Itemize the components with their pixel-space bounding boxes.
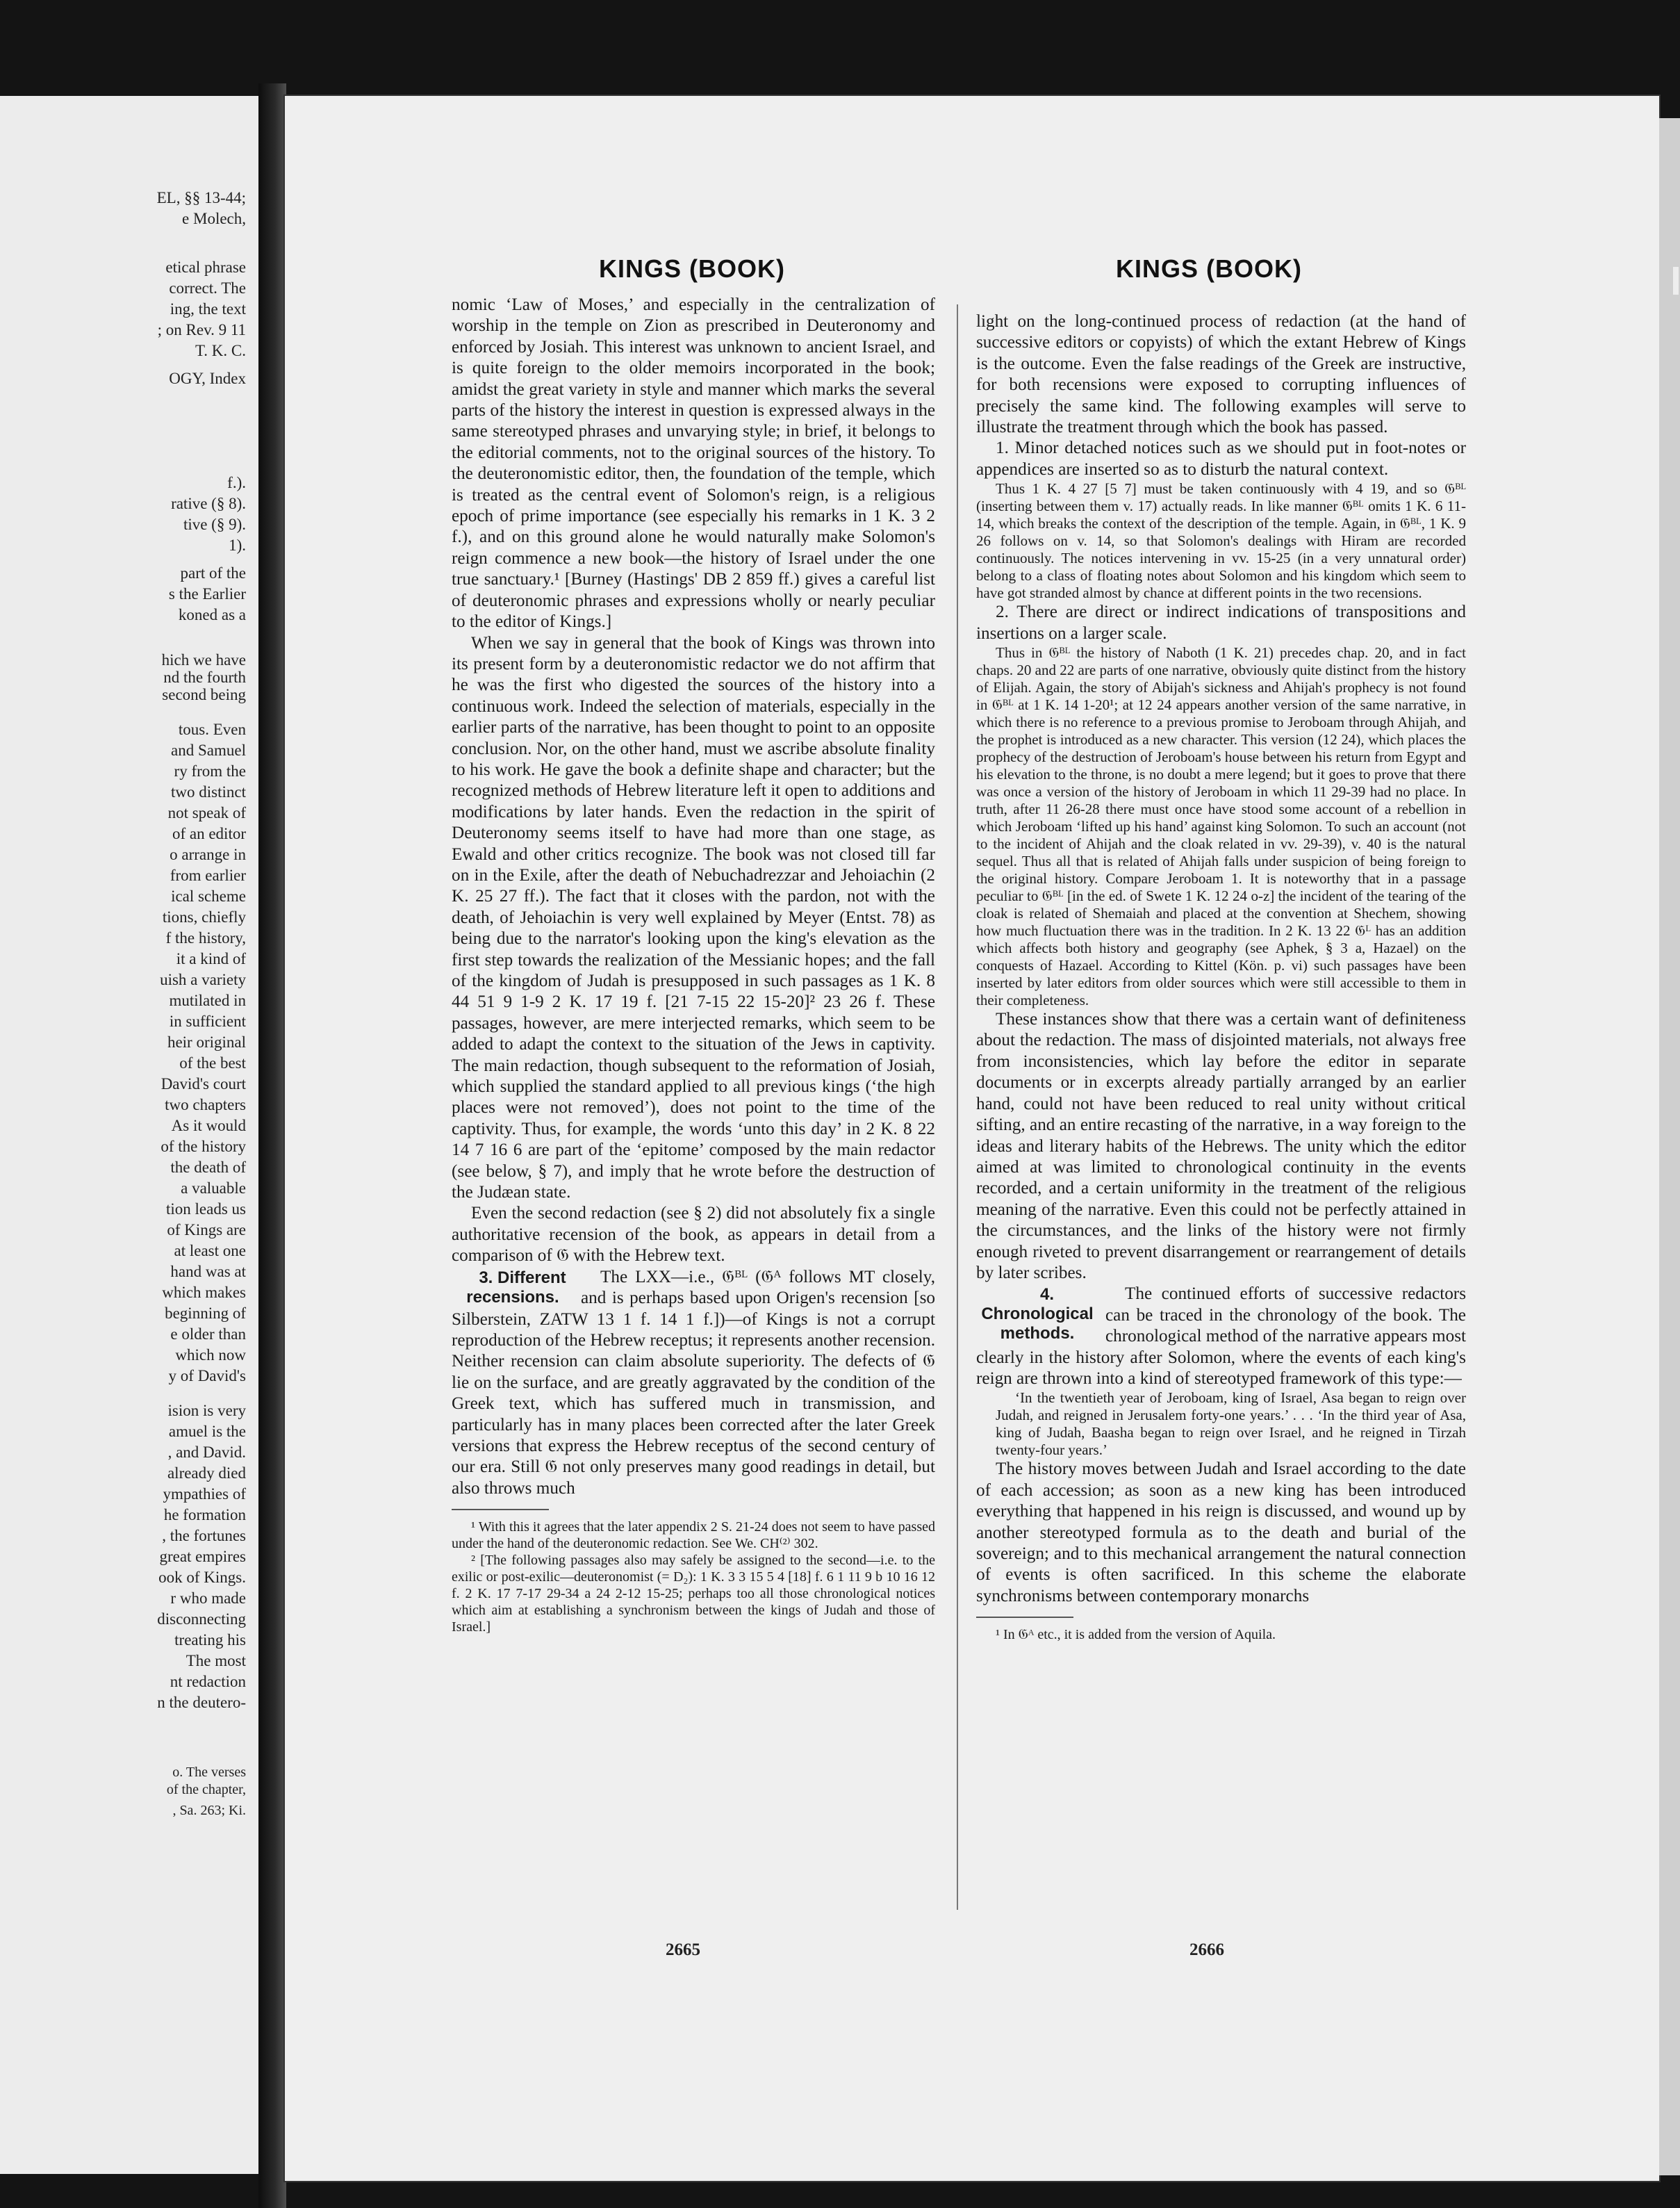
left-page-text-fragment: beginning of (165, 1305, 246, 1322)
left-page-text-fragment: not speak of (167, 804, 246, 821)
page-edge (1659, 118, 1680, 2175)
left-page-text-fragment: ision is very (167, 1402, 246, 1419)
quotation: ‘In the twentieth year of Jeroboam, king of Israel, Asa began to reign over Judah, and reigned in Jerusalem forty-one years.’ . . . ‘In the third year of Asa, king of Judah, Baasha began to reign over Israel, and he reigned in Tirzah twenty-four years.’ (996, 1389, 1466, 1459)
left-page-text-fragment: , Sa. 263; Ki. (172, 1803, 246, 1818)
left-page-text-fragment: hand was at (170, 1263, 246, 1280)
section-heading: 3. Different recensions. (466, 1268, 566, 1307)
left-page-text-fragment: rative (§ 8). (171, 495, 246, 512)
left-page-text-fragment: nd the fourth (163, 669, 246, 686)
left-page-text-fragment: which makes (162, 1284, 246, 1301)
paragraph: These instances show that there was a certain want of definiteness about the redaction. The mass of disjointed materials, not always free from inconsistencies, which lay before the editor in separate documents or in excerpts already partially arranged by an earlier hand, could not have been reduced to real unity without critical sifting, and an entire recasting of the narrative, in a way foreign to the ideas and literary habits of the Hebrews. The unity which the editor aimed at was limited to chronological continuity in the events recorded, and a certain uniformity in the treatment of the religious meaning of the narrative. Even this could not be perfectly attained in the circumstances, and the links of the history were not firmly enough riveted to prevent disarrangement or rearrangement of details by later scribes. (976, 1010, 1466, 1282)
left-page-text-fragment: part of the (180, 564, 246, 582)
left-page-text-fragment: of the chapter, (166, 1782, 246, 1797)
left-page-text-fragment: it a kind of (176, 950, 246, 967)
left-page-text-fragment: and Samuel (171, 742, 246, 759)
left-page-text-fragment: e older than (170, 1325, 246, 1343)
column-right (976, 311, 1466, 1643)
left-page-text-fragment: treating his (174, 1631, 246, 1649)
left-page-text-fragment: f.). (227, 474, 246, 491)
left-page-text-fragment: at least one (174, 1242, 246, 1259)
paragraph: Even the second redaction (see § 2) did not absolutely fix a single authoritative recension of the book, as appears in detail from a comparison of 𝔊 with the Hebrew text. (452, 1204, 935, 1266)
left-page-text-fragment: ical scheme (171, 888, 246, 905)
page-number-right: 2666 (1189, 1940, 1224, 1959)
left-page-text-fragment: great empires (159, 1548, 246, 1565)
left-page-text-fragment: of an editor (172, 825, 246, 842)
left-page-fragment (0, 96, 258, 2174)
left-page-text-fragment: of the history (160, 1138, 246, 1155)
left-page-text-fragment: second being (162, 686, 246, 703)
left-page-text-fragment: in sufficient (169, 1013, 246, 1030)
left-page-text-fragment: a valuable (181, 1179, 246, 1197)
left-page-text-fragment: ; on Rev. 9 11 (157, 321, 246, 338)
left-page-text-fragment: tion leads us (166, 1200, 246, 1218)
left-page-text-fragment: ing, the text (170, 300, 246, 318)
left-page-text-fragment: heir original (167, 1033, 246, 1051)
left-page-text-fragment: ook of Kings. (158, 1569, 246, 1586)
paragraph: The history moves between Judah and Israel according to the date of each accession; as soon as a new king has been introduced everything that happened in his reign is discussed, and wound up by another stereotyped formula as to the death and burial of the sovereign; and to this mechanical arrangement the natural connection of events is often sacrificed. In this scheme the elaborate synchronisms between contemporary monarchs (976, 1459, 1466, 1605)
left-page-text-fragment: mutilated in (169, 992, 246, 1009)
left-page-text-fragment: he formation (163, 1506, 246, 1523)
left-page-text-fragment: , and David. (167, 1444, 246, 1461)
left-page-text-fragment: s the Earlier (168, 585, 246, 603)
left-page-text-fragment: EL, §§ 13-44; (156, 189, 246, 206)
left-page-text-fragment: etical phrase (165, 259, 246, 276)
left-page-text-fragment: tions, chiefly (162, 908, 246, 926)
left-page-text-fragment: koned as a (178, 606, 246, 623)
footnote: ² [The following passages also may safely be assigned to the second—i.e. to the exilic or post-exilic—deuteronomist (= D₂): 1 K. 3 3 15 5 4 [18] f. 6 1 11 9 b 10 16 12 f. 2 K. 17 7-17 29-34 a 24 2-12 15-25; perhaps too all those chronological notices which aim at establishing a synchronism between the kings of Judah and those of Israel.] (452, 1553, 935, 1635)
left-page-text-fragment: David's court (160, 1075, 246, 1093)
left-page-text-fragment: tous. Even (178, 721, 246, 738)
left-page-text-fragment: uish a variety (160, 971, 246, 988)
left-page-text-fragment: of the best (179, 1054, 246, 1072)
small-paragraph: Thus 1 K. 4 27 [5 7] must be taken continuously with 4 19, and so 𝔊ᴮᴸ (inserting between them v. 17) actually reads. In like manner 𝔊ᴮᴸ omits 1 K. 6 11-14, which breaks the context of the description of the temple. Again, in 𝔊ᴮᴸ, 1 K. 9 26 follows on v. 14, so that Solomon's dealings with Hiram are recorded continuously. The notices intervening in vv. 15-25 (in a very unnatural order) belong to a class of floating notes about Solomon and his kingdom which seem to have got stranded almost by chance at different points in the two recensions. (976, 480, 1466, 602)
left-page-text-fragment: disconnecting (157, 1610, 246, 1628)
left-page-text-fragment: o arrange in (170, 846, 246, 863)
left-page-text-fragment: f the history, (165, 929, 246, 947)
paragraph-text: The continued efforts of successive redactors can be traced in the chronology of the book. The chronological method of the narrative appears most clearly in the history after Solomon, where the events of each king's reign are thrown into a kind of stereotyped framework of this type:— (976, 1284, 1466, 1388)
paragraph: light on the long-continued process of redaction (at the hand of successive editors or copyists) of which the extant Hebrew of Kings is the outcome. Even the false readings of the Greek are instructive, for both recensions were exposed to corrupting influences of precisely the same kind. The following examples will serve to illustrate the treatment through which the book has passed. (976, 312, 1466, 437)
left-page-text-fragment: of Kings are (167, 1221, 246, 1238)
paragraph: 1. Minor detached notices such as we should put in foot-notes or appendices are inserted so as to disturb the natural context. (976, 439, 1466, 479)
left-page-text-fragment: correct. The (169, 279, 246, 297)
left-page-text-fragment: nt redaction (170, 1673, 246, 1690)
left-page-text-fragment: hich we have (161, 651, 246, 669)
left-page-text-fragment: from earlier (170, 867, 246, 884)
paragraph: When we say in general that the book of Kings was thrown into its present form by a deuteronomistic redactor we do not affirm that he was the first who digested the sources of the history into a continuous work. Indeed the selection of materials, especially in the earlier parts of the narrative, has been thought to point to an opposite conclusion. Nor, on the other hand, must we ascribe absolute finality to his work. He gave the book a definite shape and character; but the recognized methods of Hebrew literature left it open to additions and modifications by later hands. Even the redaction in the spirit of Deuteronomy seems itself to have had more than one stage, as Ewald and other critics recognize. The book was not closed till far on in the Exile, after the death of Nebuchadrezzar and Jehoiachin (2 K. 25 27 ff.). The fact that it closes with the pardon, not with the death, of Jehoiachin is very well explained by Meyer (Entst. 78) as being due to the narrator's looking upon the king's elevation as the first step towards the realization of the Messianic hopes; and the fall of the kingdom of Judah is presupposed in such passages as 1 K. 8 44 51 9 1-9 2 K. 17 19 f. [21 7-15 22 15-20]² 23 26 f. These passages, however, are mere interjected remarks, which seem to be added to adapt the context to the situation of the Jews in captivity. The main redaction, though subsequent to the reformation of Josiah, which supplied the standard applied to all previous kings (‘the high places were not removed’), does not point to the time of the captivity. Thus, for example, the words ‘unto this day’ in 2 K. 8 22 14 7 16 6 are part of the ‘epitome’ composed by the main redactor (see below, § 7), and imply that he wrote before the destruction of the Judæan state. (452, 633, 935, 1202)
left-page-text-fragment: r who made (170, 1589, 246, 1607)
left-page-text-fragment: the death of (170, 1159, 246, 1176)
running-head-left: KINGS (BOOK) (599, 254, 785, 283)
left-page-text-fragment: already died (167, 1464, 246, 1482)
footnote: ¹ With this it agrees that the later appendix 2 S. 21-24 does not seem to have passed under the hand of the deuteronomic redaction. See We. CH⁽²⁾ 302. (452, 1519, 935, 1552)
small-paragraph: Thus in 𝔊ᴮᴸ the history of Naboth (1 K. 21) precedes chap. 20, and in fact chaps. 20 and 22 are parts of one narrative, obviously quite distinct from the history of Elijah. Again, the story of Abijah's sickness and Ahijah's prophecy is not found in 𝔊ᴮᴸ at 1 K. 14 1-20¹; at 12 24 appears another version of the same narrative, in which there is no reference to a previous promise to Jeroboam through Ahijah, and the prophet is introduced as a new character. This version (12 24), which places the prophecy of the destruction of Jeroboam's house between his return from Egypt and his elevation to the throne, is no doubt a mere legend; but it goes to prove that there was once a version of the history of Jeroboam in which 11 29-39 had no place. In truth, after 11 26-28 there must once have stood some account of a rebellion in which Jeroboam ‘lifted up his hand’ against king Solomon. To such an account (not to the incident of Ahijah and the cloak related in vv. 29-39), v. 40 is the natural sequel. Thus all that is related of Ahijah falls under suspicion of being foreign to the original history. Compare Jeroboam 1. It is noteworthy that in a passage peculiar to 𝔊ᴮᴸ [in the ed. of Swete 1 K. 12 24 o-z] the incident of the tearing of the cloak is related of Shemaiah and placed at the convention at Shechem, showing how much fluctuation there was in the tradition. In 2 K. 13 22 𝔊ᴸ has an addition which affects both history and geography (see Aphek, § 3 a, Hazael) on the conquests of Hazael. According to Kittel (Kön. p. vi) such passages have been inserted by later editors from older sources which were still accessible to them in their completeness. (976, 644, 1466, 1009)
left-page-text-fragment: which now (175, 1346, 246, 1364)
left-page-text-fragment: y of David's (168, 1367, 246, 1384)
left-page-text-fragment: ry from the (174, 762, 246, 780)
paragraph (976, 1284, 1466, 1389)
paragraph: nomic ‘Law of Moses,’ and especially in the centralization of worship in the temple on Zion as prescribed in Deuteronomy and enforced by Josiah. This interest was unknown to ancient Israel, and is quite foreign to the older memoirs incorporated in the book; amidst the great variety in style and manner which marks the several parts of the history the interest in question is expressed always in the same stereotyped phrases and unvarying style; in brief, it belongs to the editorial comments, not to the original sources of the history. To the deuteronomistic editor, then, the foundation of the temple, which is treated as the central event of Solomon's reign, is a religious epoch of prime importance (see especially his remarks in 1 K. 3 2 f.), and on this ground alone he would naturally make Solomon's reign commence a new book—the history of Israel under the one true sanctuary.¹ [Burney (Hastings' DB 2 859 ff.) gives a careful list of deuteronomic phrases and expressions wholly or nearly peculiar to the editor of Kings.] (452, 295, 935, 632)
book-gutter (258, 83, 286, 2208)
running-head-right: KINGS (BOOK) (1116, 254, 1302, 283)
footnote: ¹ In 𝔊ᴬ etc., it is added from the version of Aquila. (996, 1627, 1276, 1643)
left-page-text-fragment: two distinct (171, 783, 246, 801)
edge-mark (1673, 267, 1679, 295)
footnote-rule (452, 1509, 549, 1510)
left-page-text-fragment: e Molech, (182, 210, 246, 227)
paragraph: 2. There are direct or indirect indications of transpositions and insertions on a larger scale. (976, 603, 1466, 643)
page-number-left: 2665 (666, 1940, 700, 1959)
left-page-text-fragment: tive (§ 9). (183, 516, 246, 533)
section-heading: 4. Chronological methods. (981, 1285, 1094, 1343)
left-page-text-fragment: two chapters (165, 1096, 246, 1113)
left-page-text-fragment: OGY, Index (169, 370, 246, 387)
left-page-text-fragment: , the fortunes (162, 1527, 246, 1544)
left-page-text-fragment: T. K. C. (195, 342, 246, 359)
left-page-text-fragment: ympathies of (163, 1485, 246, 1503)
left-page-text-fragment: 1). (229, 537, 246, 554)
left-page-text-fragment: The most (186, 1652, 246, 1669)
left-page-text-fragment: n the deutero- (157, 1694, 246, 1711)
left-page-text-fragment: amuel is the (168, 1423, 246, 1440)
paragraph-text: The LXX—i.e., 𝔊ᴮᴸ (𝔊ᴬ follows MT closely, and is perhaps based upon Origen's recension [so Silberstein, ZATW 13 1 f. 14 1 f.])—of Kings is not a corrupt reproduction of the Hebrew receptus; it represents another recension. Neither recension can claim absolute superiority. The defects of 𝔊 lie on the surface, and are greatly aggravated by the condition of the Greek text, which has suffered much in transmission, and particularly has in many places been corrected after the later Greek versions that express the Hebrew receptus of the second century of our era. Still 𝔊 not only preserves many good readings in detail, but also throws much (452, 1267, 935, 1498)
left-page-text-fragment: As it would (171, 1117, 246, 1134)
footnote-rule (976, 1617, 1073, 1618)
column-left (452, 295, 935, 1635)
paragraph (452, 1267, 935, 1499)
left-page-text-fragment: o. The verses (172, 1765, 246, 1780)
column-rule (957, 304, 958, 1910)
